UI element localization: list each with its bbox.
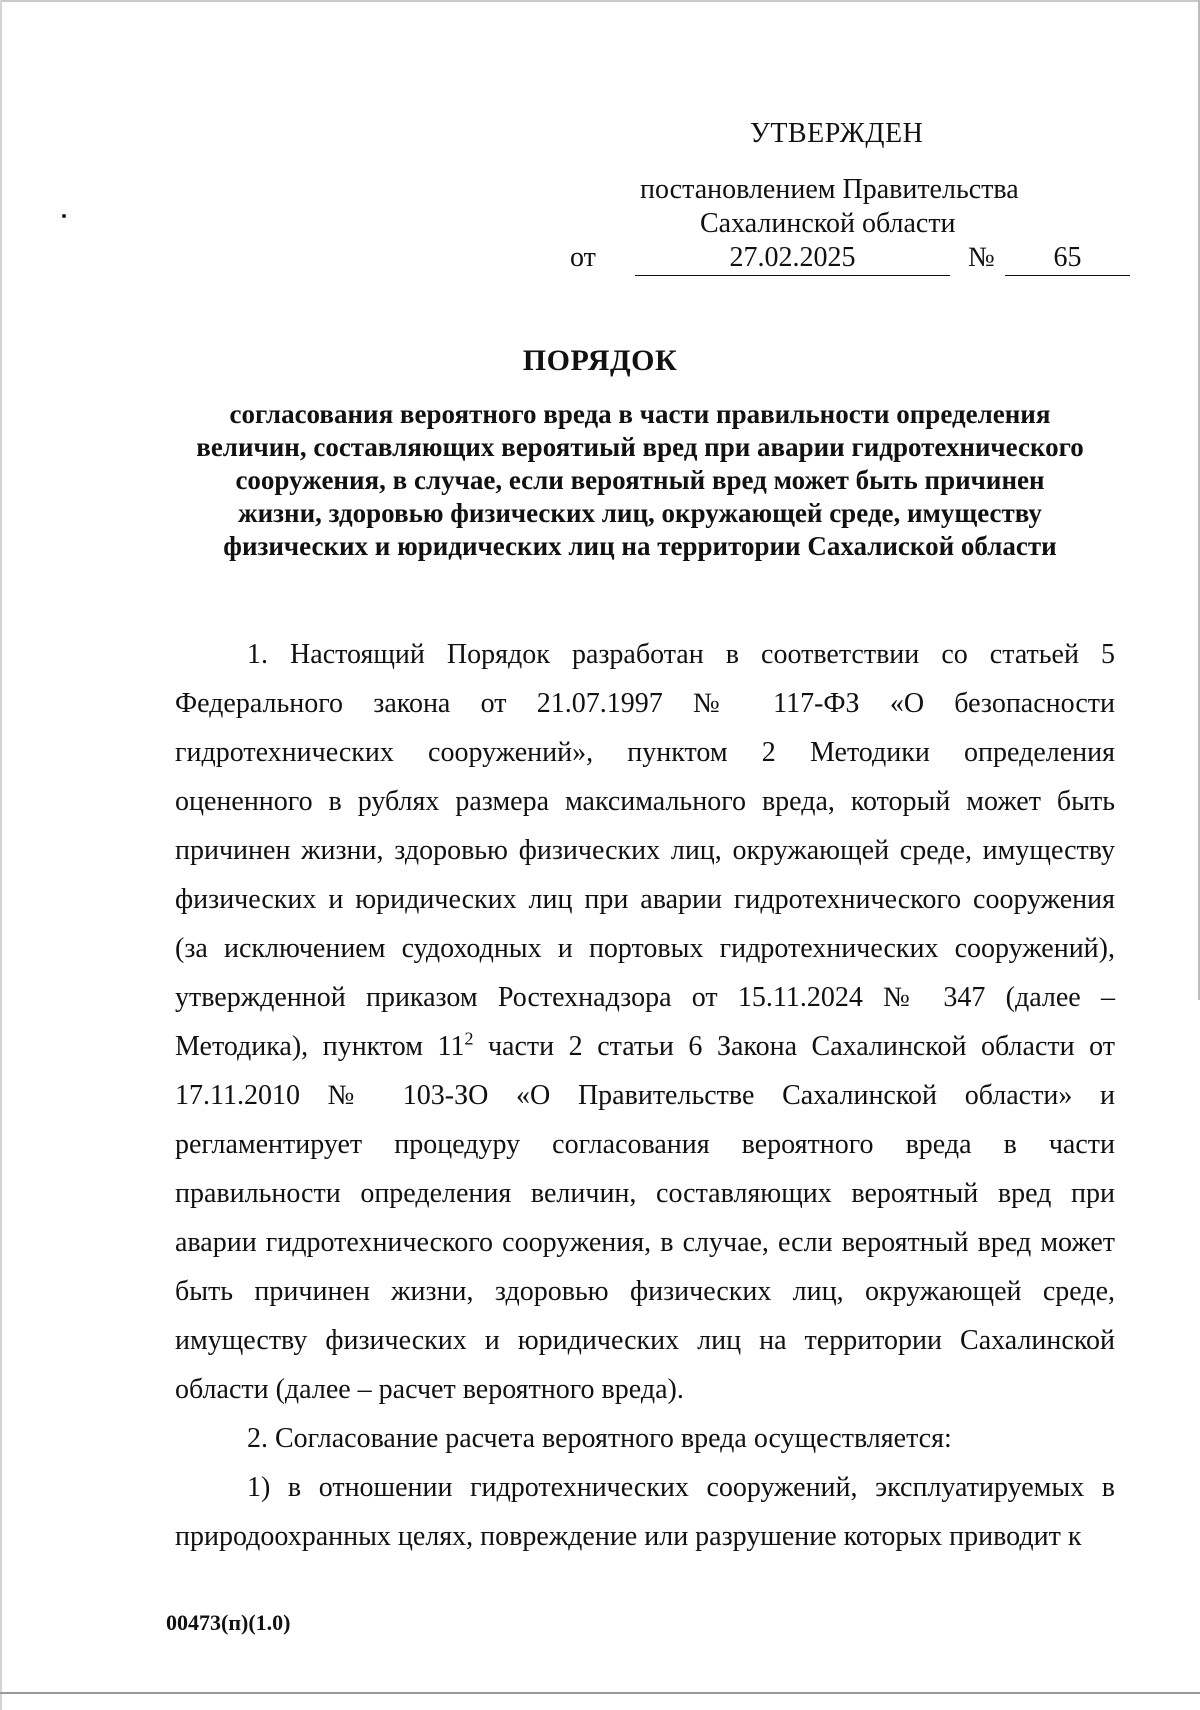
paragraph-3: 1) в отношении гидротехнических сооружений, эксплуатируемых в природоохранных целях, повреждение или разрушение которых приводит к [175, 1472, 1115, 1552]
approval-line-2: Сахалинской области [700, 208, 956, 239]
footer-document-code: 00473(п)(1.0) [166, 1610, 291, 1635]
document-body [175, 630, 1115, 1561]
paragraph-1-part-b: части 2 статьи 6 Закона Сахалинской области от 17.11.2010 № 103-ЗО «О Правительстве Сахалинской области» и регламентирует процедуру согласования вероятного вреда в части правильности определения величин, составляющих вероятный вред при аварии гидротехнического сооружения, в случае, если вероятный вред может быть причинен жизни, здоровью физических лиц, окружающей среде, имуществу физических и юридических лиц на территории Сахалинской области (далее – расчет вероятного вреда). [175, 1031, 1115, 1405]
approval-line-1: постановлением Правительства [640, 174, 1019, 205]
paragraph-2: 2. Согласование расчета вероятного вреда осуществляется: [247, 1423, 952, 1454]
paragraph-1 [175, 630, 1115, 1414]
approval-heading: УТВЕРЖДЕН [750, 118, 924, 149]
scan-edge-bottom [0, 1692, 1200, 1694]
number-sign: № [968, 242, 995, 273]
approval-number: 65 [1005, 242, 1130, 276]
paragraph-1-part-a: 1. Настоящий Порядок разработан в соответствии со статьей 5 Федерального закона от 21.07.1997 № 117-ФЗ «О безопасности гидротехнических сооружений», пунктом 2 Методики определения оцененного в рублях размера максимального вреда, который может быть причинен жизни, здоровью физических лиц, окружающей среде, имуществу физических и юридических лиц при аварии гидротехнического сооружения (за исключением судоходных и портовых гидротехнических сооружений), утвержденной приказом Ростехнадзора от 15.11.2024 № 347 (далее – Методика), пунктом 11 [175, 639, 1115, 1062]
subtitle-line: согласования вероятного вреда в части правильности определения [229, 399, 1051, 429]
date-prefix: от [570, 242, 596, 273]
approval-date: 27.02.2025 [635, 242, 950, 276]
document-title: ПОРЯДОК [522, 344, 678, 377]
paragraph-1-superscript: 2 [464, 1028, 474, 1049]
subtitle-line: сооружения, в случае, если вероятный вред может быть причинен [235, 465, 1045, 495]
subtitle-line: величин, составляющих вероятиый вред при аварии гидротехнического [196, 432, 1084, 462]
approval-date-line [570, 242, 1120, 276]
document-subtitle [170, 398, 1110, 563]
subtitle-line: жизни, здоровью физических лиц, окружающей среде, имуществу [238, 498, 1042, 528]
scan-edge-left [0, 0, 2, 1710]
scan-edge-top [0, 0, 1200, 2]
subtitle-line: физических и юридических лиц на территории Сахалиской области [223, 531, 1057, 561]
scan-speck [62, 214, 66, 218]
